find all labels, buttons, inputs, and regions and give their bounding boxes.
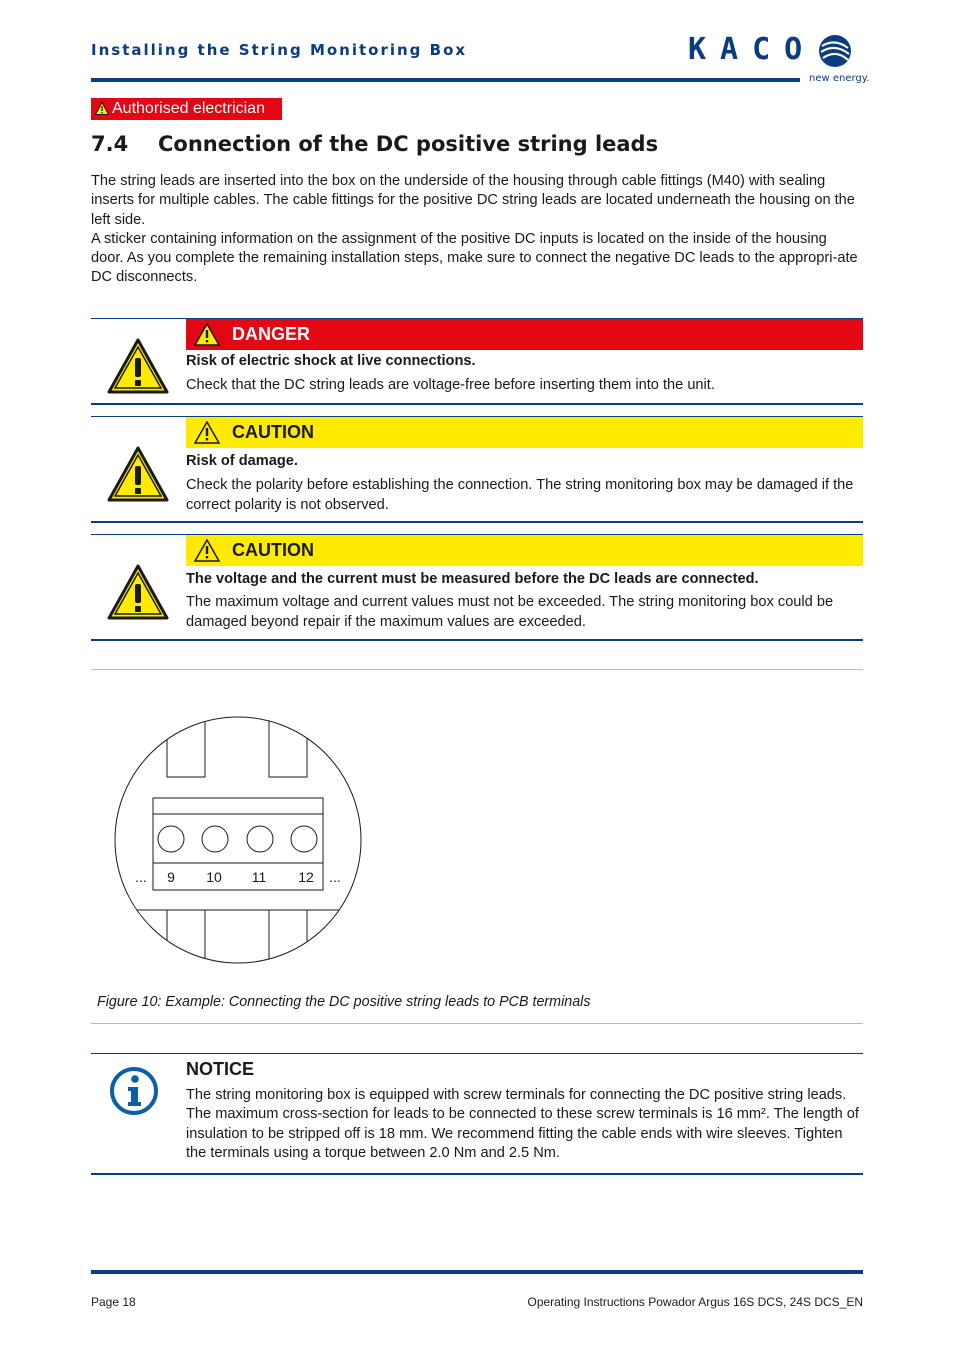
caution-warning-box xyxy=(91,416,863,523)
running-header-title: Installing the String Monitoring Box xyxy=(91,41,468,59)
danger-description: Check that the DC string leads are voltage-free before inserting them into the unit. xyxy=(186,377,715,394)
caution-text xyxy=(186,452,863,515)
hazard-triangle-icon xyxy=(107,564,169,620)
kaco-logo-tagline: new energy. xyxy=(809,73,870,84)
intro-paragraph: A sticker containing information on the assignment of the positive DC inputs is located on the inside of the housing door. As you complete the remaining installation steps, make sure to connect the negative DC leads to the appropri-ate DC disconnects. xyxy=(91,230,858,286)
qualification-badge-label: Authorised electrician xyxy=(112,100,265,117)
footer-rule xyxy=(91,1270,863,1274)
terminal-label: 11 xyxy=(251,869,267,885)
qualification-badge xyxy=(91,98,282,120)
caution-headline: The voltage and the current must be measured before the DC leads are connected. xyxy=(186,571,759,587)
figure-bottom-rule xyxy=(91,1023,863,1024)
caution-text xyxy=(186,570,863,632)
danger-headline: Risk of electric shock at live connections. xyxy=(186,353,476,369)
document-title: Operating Instructions Powador Argus 16S DCS, 24S DCS_EN xyxy=(527,1295,863,1309)
danger-label: DANGER xyxy=(232,324,311,344)
screw-terminal-12 xyxy=(291,826,317,852)
warning-triangle-icon xyxy=(95,102,109,115)
caution-label: CAUTION xyxy=(232,540,314,560)
notice-top-rule xyxy=(91,1053,863,1054)
ellipsis-right: ... xyxy=(329,869,341,885)
caution-description: Check the polarity before establishing the connection. The string monitoring box may be damaged if the correct polarity is not observed. xyxy=(186,477,854,513)
terminal-label: 10 xyxy=(206,869,222,885)
caution-bar xyxy=(186,417,863,448)
info-icon xyxy=(109,1066,159,1116)
kaco-logo-text: KACO xyxy=(688,32,817,67)
header-rule xyxy=(91,78,800,82)
hazard-triangle-icon xyxy=(107,338,169,394)
kaco-globe-icon xyxy=(818,34,852,68)
screw-terminal-9 xyxy=(158,826,184,852)
section-title: Connection of the DC positive string leads xyxy=(158,132,659,156)
figure-caption: Figure 10: Example: Connecting the DC positive string leads to PCB terminals xyxy=(97,994,591,1010)
figure-top-rule xyxy=(91,669,863,670)
screw-terminal-11 xyxy=(247,826,273,852)
box-bottom-rule xyxy=(91,403,863,405)
intro-paragraph: The string leads are inserted into the box on the underside of the housing through cable fittings (M40) with sealing inserts for multiple cables. The cable fittings for the positive DC string leads are located underneath the housing on the left side. xyxy=(91,173,855,228)
warning-triangle-icon xyxy=(194,421,220,444)
terminal-label: 9 xyxy=(167,869,175,885)
caution-warning-box xyxy=(91,534,863,641)
warning-triangle-icon xyxy=(194,539,220,562)
danger-text xyxy=(186,352,863,396)
screw-terminal-10 xyxy=(202,826,228,852)
caution-description: The maximum voltage and current values must not be exceeded. The string monitoring box could be damaged beyond repair if the maximum values are exceeded. xyxy=(186,594,834,630)
notice-heading: NOTICE xyxy=(186,1059,255,1079)
section-number: 7.4 xyxy=(91,132,129,156)
pcb-terminal-diagram xyxy=(110,712,366,968)
box-bottom-rule xyxy=(91,521,863,523)
terminal-label: 12 xyxy=(298,869,314,885)
notice-bottom-rule xyxy=(91,1173,863,1175)
ellipsis-left: ... xyxy=(135,869,147,885)
notice-text: The string monitoring box is equipped with screw terminals for connecting the DC positive string leads. The maximum cross-section for leads to be connected to these screw terminals is 16 mm². The length of insulation to be stripped off is 18 mm. We recommend fitting the cable ends with wire sleeves. Tighten the terminals using a torque between 2.0 Nm and 2.5 Nm. xyxy=(186,1087,859,1161)
caution-label: CAUTION xyxy=(232,422,314,442)
hazard-triangle-icon xyxy=(107,446,169,502)
intro-text xyxy=(91,172,863,288)
caution-headline: Risk of damage. xyxy=(186,453,298,469)
box-bottom-rule xyxy=(91,639,863,641)
caution-bar xyxy=(186,535,863,566)
page-number: Page 18 xyxy=(91,1295,136,1309)
warning-triangle-icon xyxy=(194,323,220,346)
danger-warning-box xyxy=(91,318,863,405)
danger-bar xyxy=(186,319,863,350)
